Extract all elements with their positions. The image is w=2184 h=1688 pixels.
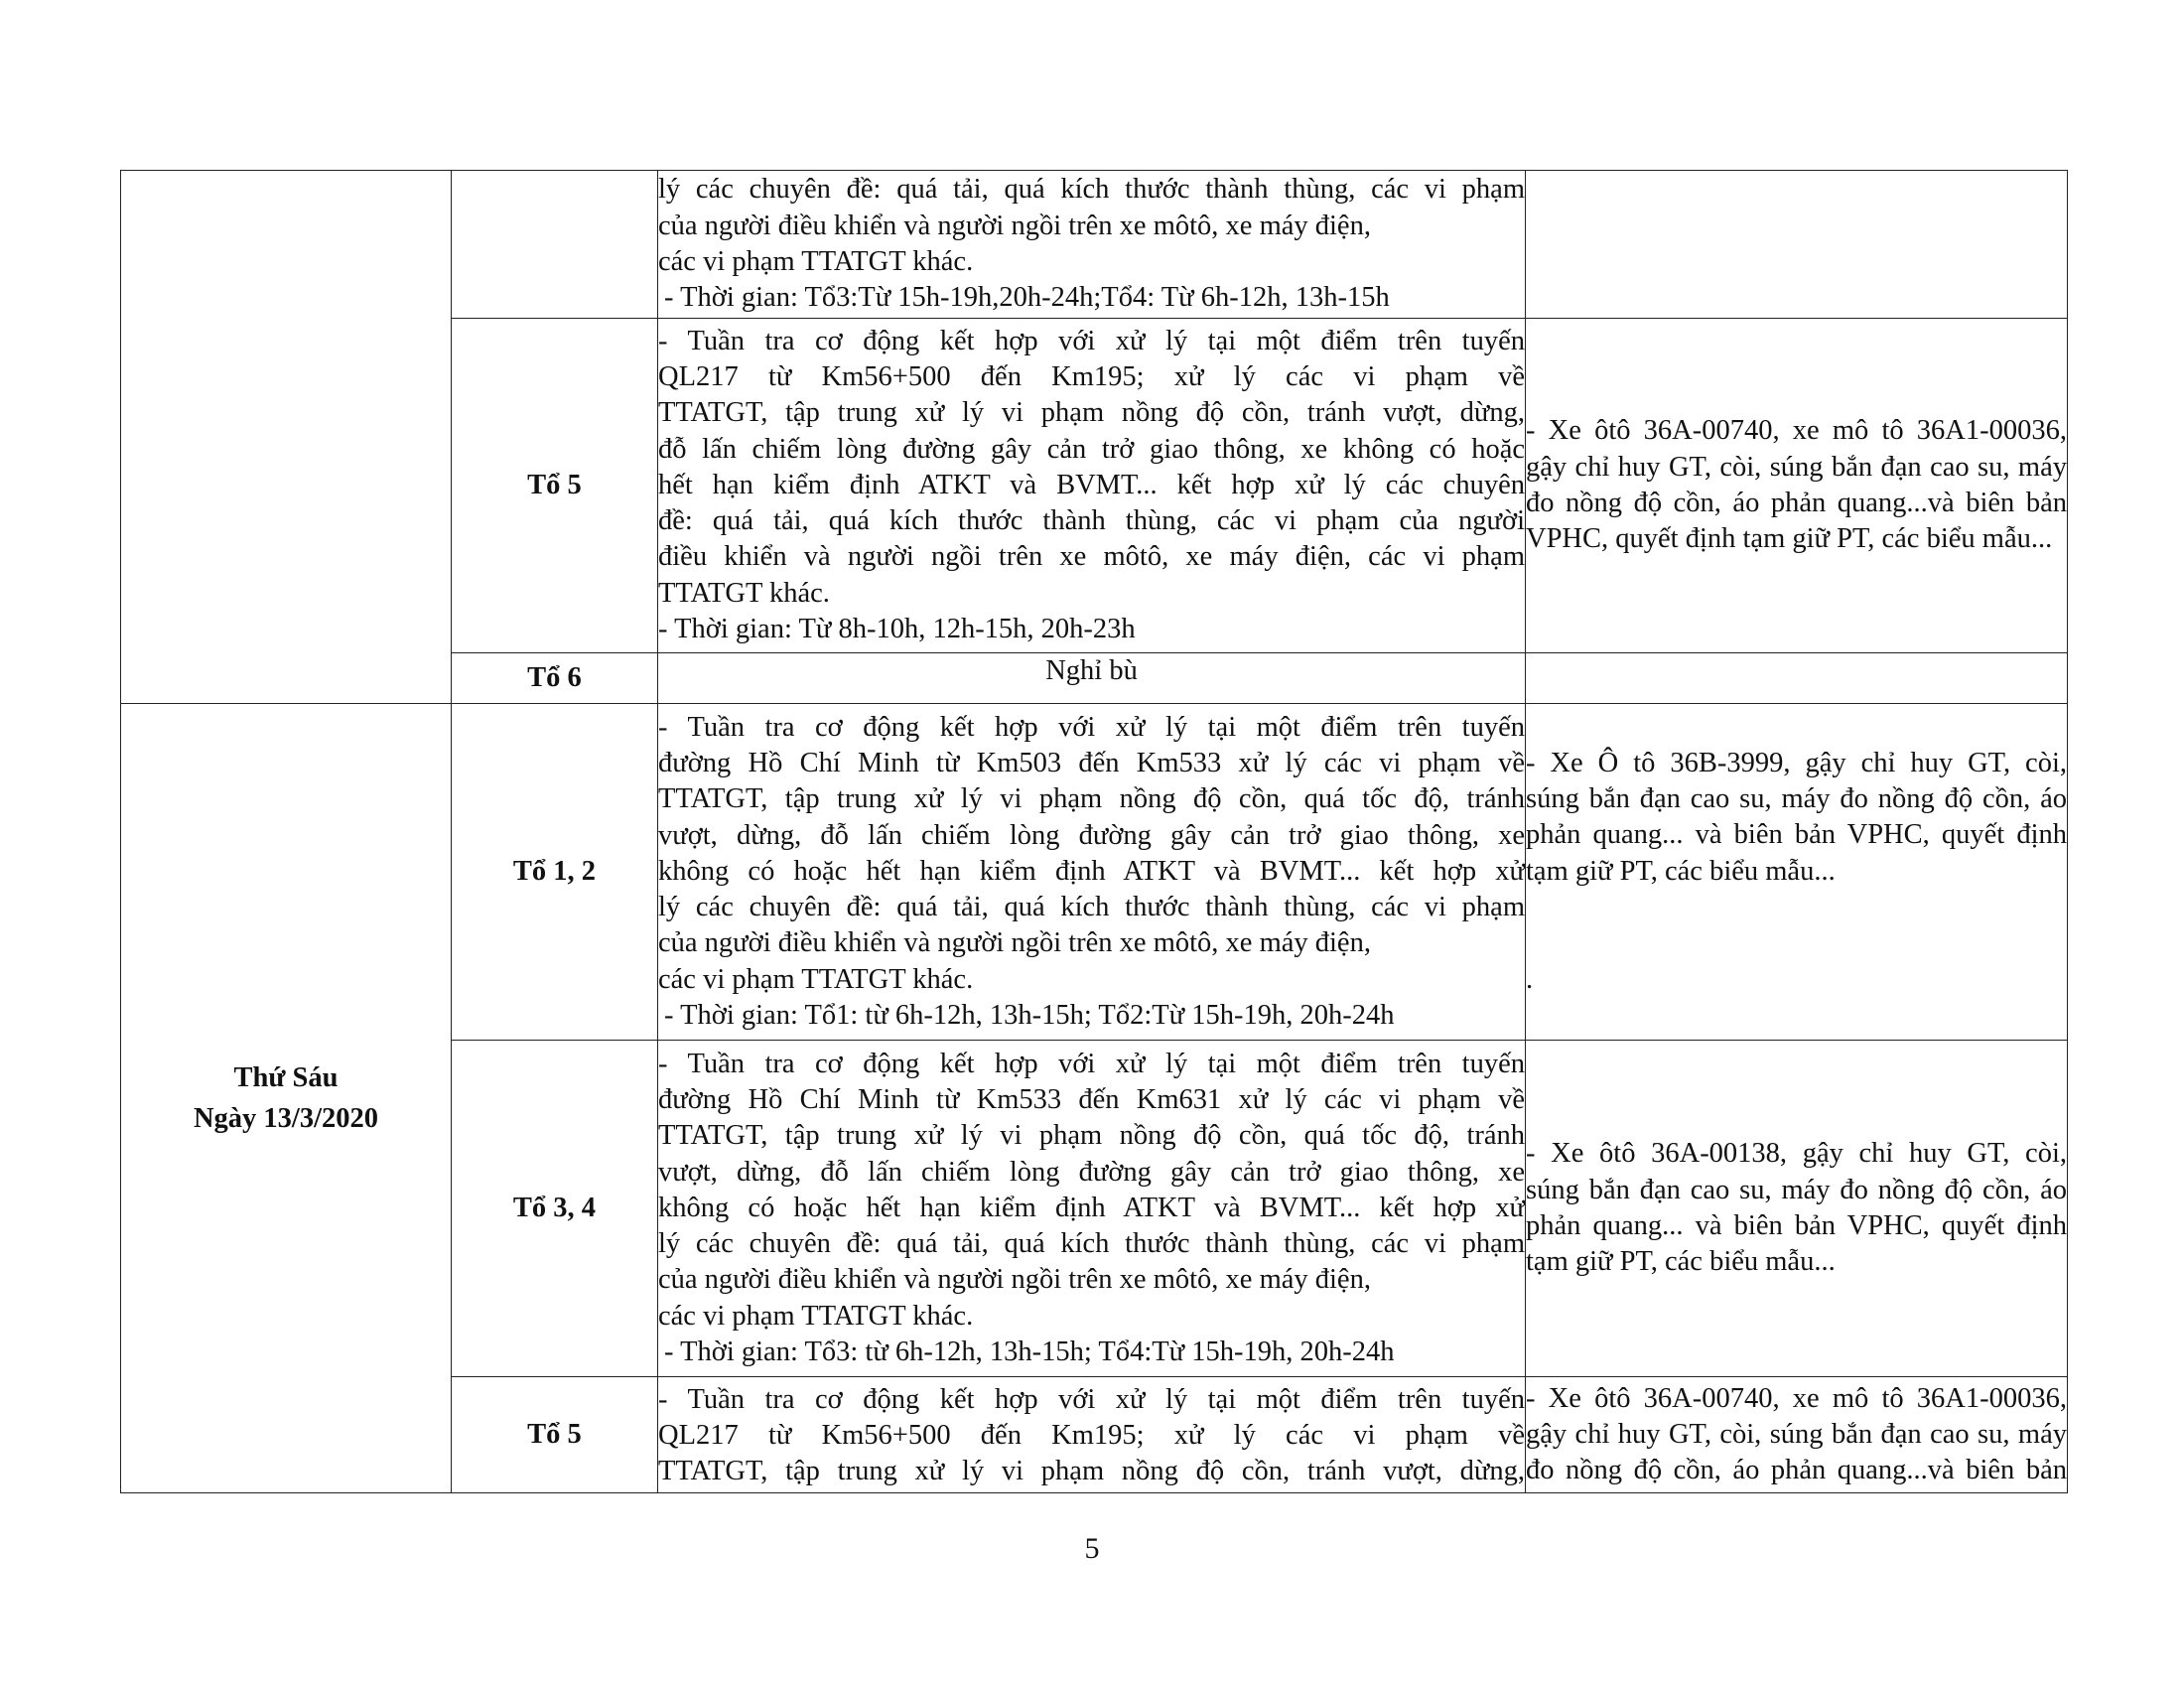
equipment-line: - Xe ôtô 36A-00138, gậy chỉ huy GT, còi,: [1526, 1138, 2067, 1170]
day-label: Thứ Sáu: [233, 1062, 339, 1093]
equipment-cell: [1526, 653, 2068, 704]
task-line: các vi phạm TTATGT khác.: [658, 1300, 974, 1332]
task-line: lý các chuyên đề: quá tải, quá kích thước thành thùng, các vi phạm: [658, 892, 1525, 923]
equipment-line: phản quang... và biên bản VPHC, quyết định: [1526, 1210, 2067, 1241]
task-line: đề: quá tải, quá kích thước thành thùng, các vi phạm của người: [658, 505, 1525, 537]
task-time: - Thời gian: Tổ3:Từ 15h-19h,20h-24h;Tổ4: Từ 6h-12h, 13h-15h: [664, 282, 1390, 314]
task-line: TTATGT khác.: [658, 577, 830, 609]
equipment-line: gậy chỉ huy GT, còi, súng bắn đạn cao su, máy: [1526, 451, 2067, 483]
task-line: TTATGT, tập trung xử lý vi phạm nồng độ cồn, quá tốc độ, tránh: [658, 1120, 1525, 1152]
task-line: đường Hồ Chí Minh từ Km503 đến Km533 xử lý các vi phạm về: [658, 747, 1525, 778]
equipment-line: đo nồng độ cồn, áo phản quang...và biên bản: [1526, 1455, 2067, 1486]
task-line: TTATGT, tập trung xử lý vi phạm nồng độ cồn, tránh vượt, dừng,: [658, 1456, 1525, 1487]
equipment-cell: [1526, 171, 2068, 319]
equipment-line: phản quang... và biên bản VPHC, quyết định: [1526, 819, 2067, 851]
day-cell: [121, 704, 452, 1493]
schedule-table: [120, 170, 2068, 1493]
task-line: TTATGT, tập trung xử lý vi phạm nồng độ cồn, quá tốc độ, tránh: [658, 783, 1525, 815]
task-cell: [658, 1041, 1526, 1377]
task-line: QL217 từ Km56+500 đến Km195; xử lý các vi phạm về: [658, 1419, 1525, 1451]
task-line: của người điều khiển và người ngồi trên xe môtô, xe máy điện,: [658, 1264, 1371, 1296]
equipment-line: súng bắn đạn cao su, máy đo nồng độ cồn, áo: [1526, 783, 2067, 815]
task-time: - Thời gian: Tổ3: từ 6h-12h, 13h-15h; Tổ4:Từ 15h-19h, 20h-24h: [664, 1336, 1395, 1368]
task-line: - Tuần tra cơ động kết hợp với xử lý tại một điểm trên tuyến: [658, 1383, 1525, 1415]
team-cell: Tổ 5: [452, 1377, 658, 1493]
task-cell: [658, 171, 1526, 319]
team-cell: Tổ 6: [452, 653, 658, 704]
equipment-line: gậy chỉ huy GT, còi, súng bắn đạn cao su, máy: [1526, 1418, 2067, 1450]
task-line: TTATGT, tập trung xử lý vi phạm nồng độ cồn, tránh vượt, dừng,: [658, 397, 1525, 429]
task-line: - Tuần tra cơ động kết hợp với xử lý tại một điểm trên tuyến: [658, 1048, 1525, 1079]
task-line: không có hoặc hết hạn kiểm định ATKT và BVMT... kết hợp xử: [658, 855, 1525, 887]
task-line: đỗ lấn chiếm lòng đường gây cản trở giao thông, xe không có hoặc: [658, 433, 1525, 465]
task-line: các vi phạm TTATGT khác.: [658, 246, 974, 277]
equipment-line: - Xe ôtô 36A-00740, xe mô tô 36A1-00036,: [1526, 1382, 2067, 1414]
team-cell: Tổ 3, 4: [452, 1041, 658, 1377]
page-number: 5: [1084, 1532, 1100, 1565]
day-cell-empty: [121, 171, 452, 704]
task-line: QL217 từ Km56+500 đến Km195; xử lý các vi phạm về: [658, 360, 1525, 392]
equipment-cell: [1526, 704, 2068, 1041]
equipment-line: tạm giữ PT, các biểu mẫu...: [1526, 855, 1836, 887]
equipment-cell: [1526, 319, 2068, 653]
team-cell-empty: [452, 171, 658, 319]
task-time: - Thời gian: Tổ1: từ 6h-12h, 13h-15h; Tổ2:Từ 15h-19h, 20h-24h: [664, 1000, 1395, 1032]
table-row: [121, 704, 2068, 1041]
task-cell: [658, 1377, 1526, 1493]
equipment-line: - Xe Ô tô 36B-3999, gậy chỉ huy GT, còi,: [1526, 747, 2067, 778]
task-cell: [658, 319, 1526, 653]
equipment-cell: [1526, 1377, 2068, 1493]
equipment-line: đo nồng độ cồn, áo phản quang...và biên bản: [1526, 488, 2067, 518]
team-cell: Tổ 5: [452, 319, 658, 653]
task-line: đường Hồ Chí Minh từ Km533 đến Km631 xử lý các vi phạm về: [658, 1083, 1525, 1115]
task-line: của người điều khiển và người ngồi trên xe môtô, xe máy điện,: [658, 210, 1371, 241]
task-line: các vi phạm TTATGT khác.: [658, 963, 974, 995]
equipment-line: - Xe ôtô 36A-00740, xe mô tô 36A1-00036,: [1526, 415, 2067, 447]
equipment-line: VPHC, quyết định tạm giữ PT, các biểu mẫu...: [1526, 523, 2053, 555]
task-line: điều khiển và người ngồi trên xe môtô, xe máy điện, các vi phạm: [658, 541, 1525, 573]
team-cell: Tổ 1, 2: [452, 704, 658, 1041]
task-line: lý các chuyên đề: quá tải, quá kích thước thành thùng, các vi phạm: [658, 174, 1525, 206]
task-cell: [658, 704, 1526, 1041]
task-line: hết hạn kiểm định ATKT và BVMT... kết hợp xử lý các chuyên: [658, 469, 1525, 500]
task-line: của người điều khiển và người ngồi trên xe môtô, xe máy điện,: [658, 927, 1371, 959]
equipment-line: súng bắn đạn cao su, máy đo nồng độ cồn, áo: [1526, 1174, 2067, 1205]
task-line: không có hoặc hết hạn kiểm định ATKT và BVMT... kết hợp xử: [658, 1192, 1525, 1223]
task-line: vượt, dừng, đỗ lấn chiếm lòng đường gây cản trở giao thông, xe: [658, 1156, 1525, 1188]
task-time: - Thời gian: Từ 8h-10h, 12h-15h, 20h-23h: [658, 614, 1136, 645]
table-row: [121, 171, 2068, 319]
date-label: Ngày 13/3/2020: [193, 1103, 379, 1134]
equipment-trailing: .: [1526, 963, 1534, 995]
task-line: lý các chuyên đề: quá tải, quá kích thước thành thùng, các vi phạm: [658, 1228, 1525, 1260]
task-cell: Nghỉ bù: [658, 653, 1526, 704]
task-line: - Tuần tra cơ động kết hợp với xử lý tại một điểm trên tuyến: [658, 711, 1525, 743]
task-line: vượt, dừng, đỗ lấn chiếm lòng đường gây cản trở giao thông, xe: [658, 819, 1525, 851]
equipment-cell: [1526, 1041, 2068, 1377]
equipment-line: tạm giữ PT, các biểu mẫu...: [1526, 1246, 1836, 1278]
task-line: - Tuần tra cơ động kết hợp với xử lý tại một điểm trên tuyến: [658, 325, 1525, 356]
